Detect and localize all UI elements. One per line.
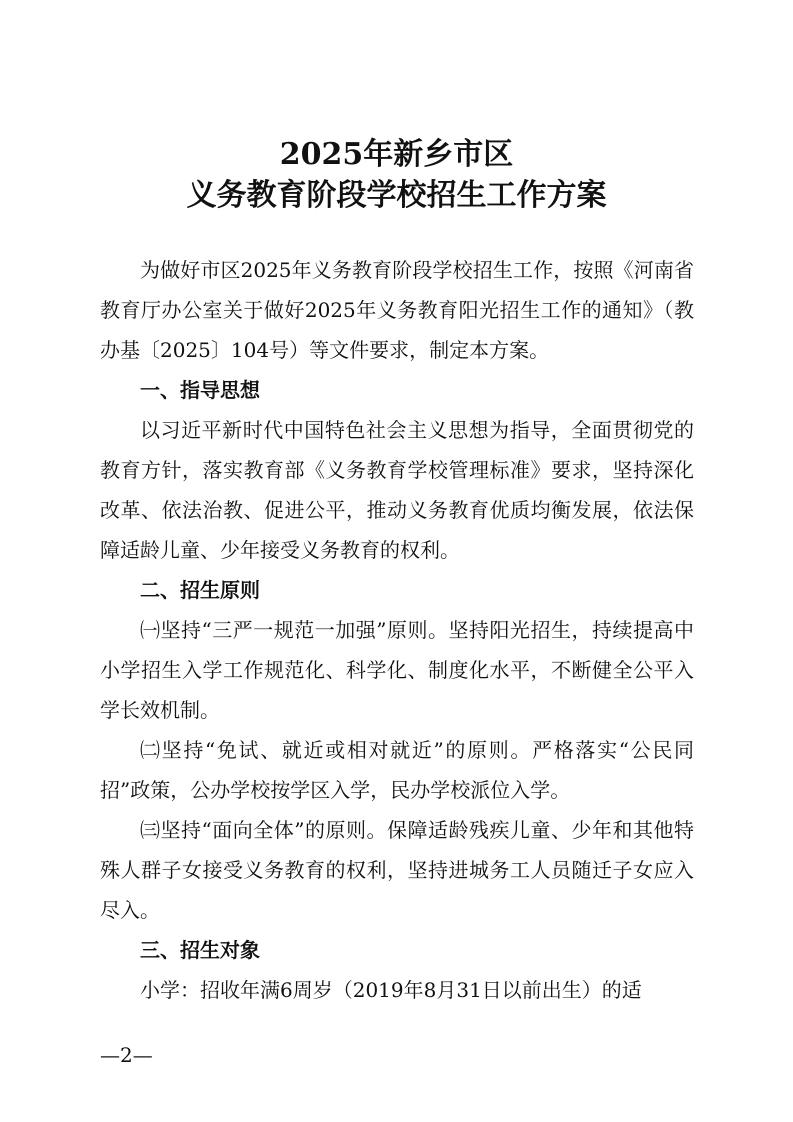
document-body (100, 250, 694, 1010)
principle-paragraph-2: ㈡坚持“免试、就近或相对就近”的原则。严格落实“公民同招”政策，公办学校按学区入学，民办学校派位入学。 (100, 738, 694, 802)
targets-paragraph: 小学：招收年满6周岁（2019年8月31日以前出生）的适 (140, 978, 642, 1002)
section-heading-principles: 二、招生原则 (140, 578, 260, 602)
document-title-line-2: 义务教育阶段学校招生工作方案 (186, 178, 607, 213)
intro-paragraph: 为做好市区2025年义务教育阶段学校招生工作，按照《河南省教育厅办公室关于做好2025年义务教育阳光招生工作的通知》（教办基〔2025〕104号）等文件要求，制定本方案。 (100, 258, 694, 362)
page-number: —2— (100, 1043, 153, 1067)
section-heading-guiding: 一、指导思想 (140, 378, 260, 402)
document-title-line-1: 2025年新乡市区 (279, 137, 514, 172)
guiding-paragraph: 以习近平新时代中国特色社会主义思想为指导，全面贯彻党的教育方针，落实教育部《义务教育学校管理标准》要求，坚持深化改革、依法治教、促进公平，推动义务教育优质均衡发展，依法保障适龄儿童、少年接受义务教育的权利。 (100, 418, 694, 562)
section-heading-targets: 三、招生对象 (140, 938, 260, 962)
principle-paragraph-3: ㈢坚持“面向全体”的原则。保障适龄残疾儿童、少年和其他特殊人群子女接受义务教育的权利，坚持进城务工人员随迁子女应入尽入。 (100, 818, 694, 922)
principle-paragraph-1: ㈠坚持“三严一规范一加强”原则。坚持阳光招生，持续提高中小学招生入学工作规范化、科学化、制度化水平，不断健全公平入学长效机制。 (100, 618, 694, 722)
